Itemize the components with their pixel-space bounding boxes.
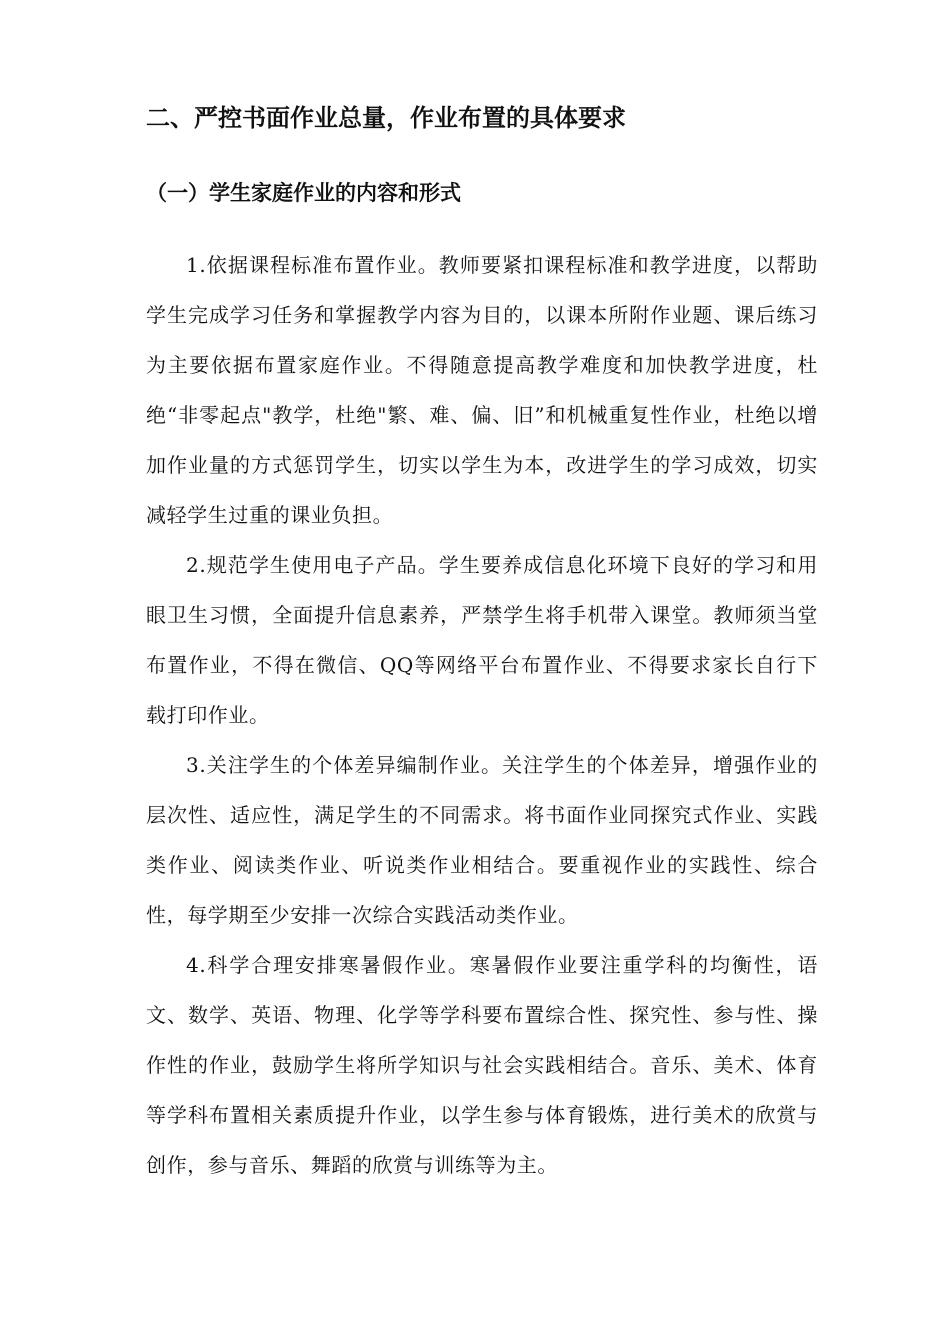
subsection-heading: （一）学生家庭作业的内容和形式 <box>146 181 461 205</box>
paragraph-3: 3.关注学生的个体差异编制作业。关注学生的个体差异，增强作业的层次性、适应性，满足学生的不同需求。将书面作业同探究式作业、实践类作业、阅读类作业、听说类作业相结合。要重视作业的实践性、综合性，每学期至少安排一次综合实践活动类作业。 <box>146 753 818 927</box>
body-text <box>146 240 818 1190</box>
paragraph-2: 2.规范学生使用电子产品。学生要养成信息化环境下良好的学习和用眼卫生习惯，全面提升信息素养，严禁学生将手机带入课堂。教师须当堂布置作业，不得在微信、QQ等网络平台布置作业、不得要求家长自行下载打印作业。 <box>146 553 818 727</box>
paragraph-4: 4.科学合理安排寒暑假作业。寒暑假作业要注重学科的均衡性，语文、数学、英语、物理、化学等学科要布置综合性、探究性、参与性、操作性的作业，鼓励学生将所学知识与社会实践相结合。音乐、美术、体育等学科布置相关素质提升作业，以学生参与体育锻炼，进行美术的欣赏与创作，参与音乐、舞蹈的欣赏与训练等为主。 <box>146 953 818 1177</box>
paragraph-1: 1.依据课程标准布置作业。教师要紧扣课程标准和教学进度，以帮助学生完成学习任务和掌握教学内容为目的，以课本所附作业题、课后练习为主要依据布置家庭作业。不得随意提高教学难度和加快教学进度，杜绝“非零起点"教学，杜绝"繁、难、偏、旧”和机械重复性作业，杜绝以增加作业量的方式惩罚学生，切实以学生为本，改进学生的学习成效，切实减轻学生过重的课业负担。 <box>146 253 818 527</box>
section-heading: 二、严控书面作业总量，作业布置的具体要求 <box>146 104 626 132</box>
